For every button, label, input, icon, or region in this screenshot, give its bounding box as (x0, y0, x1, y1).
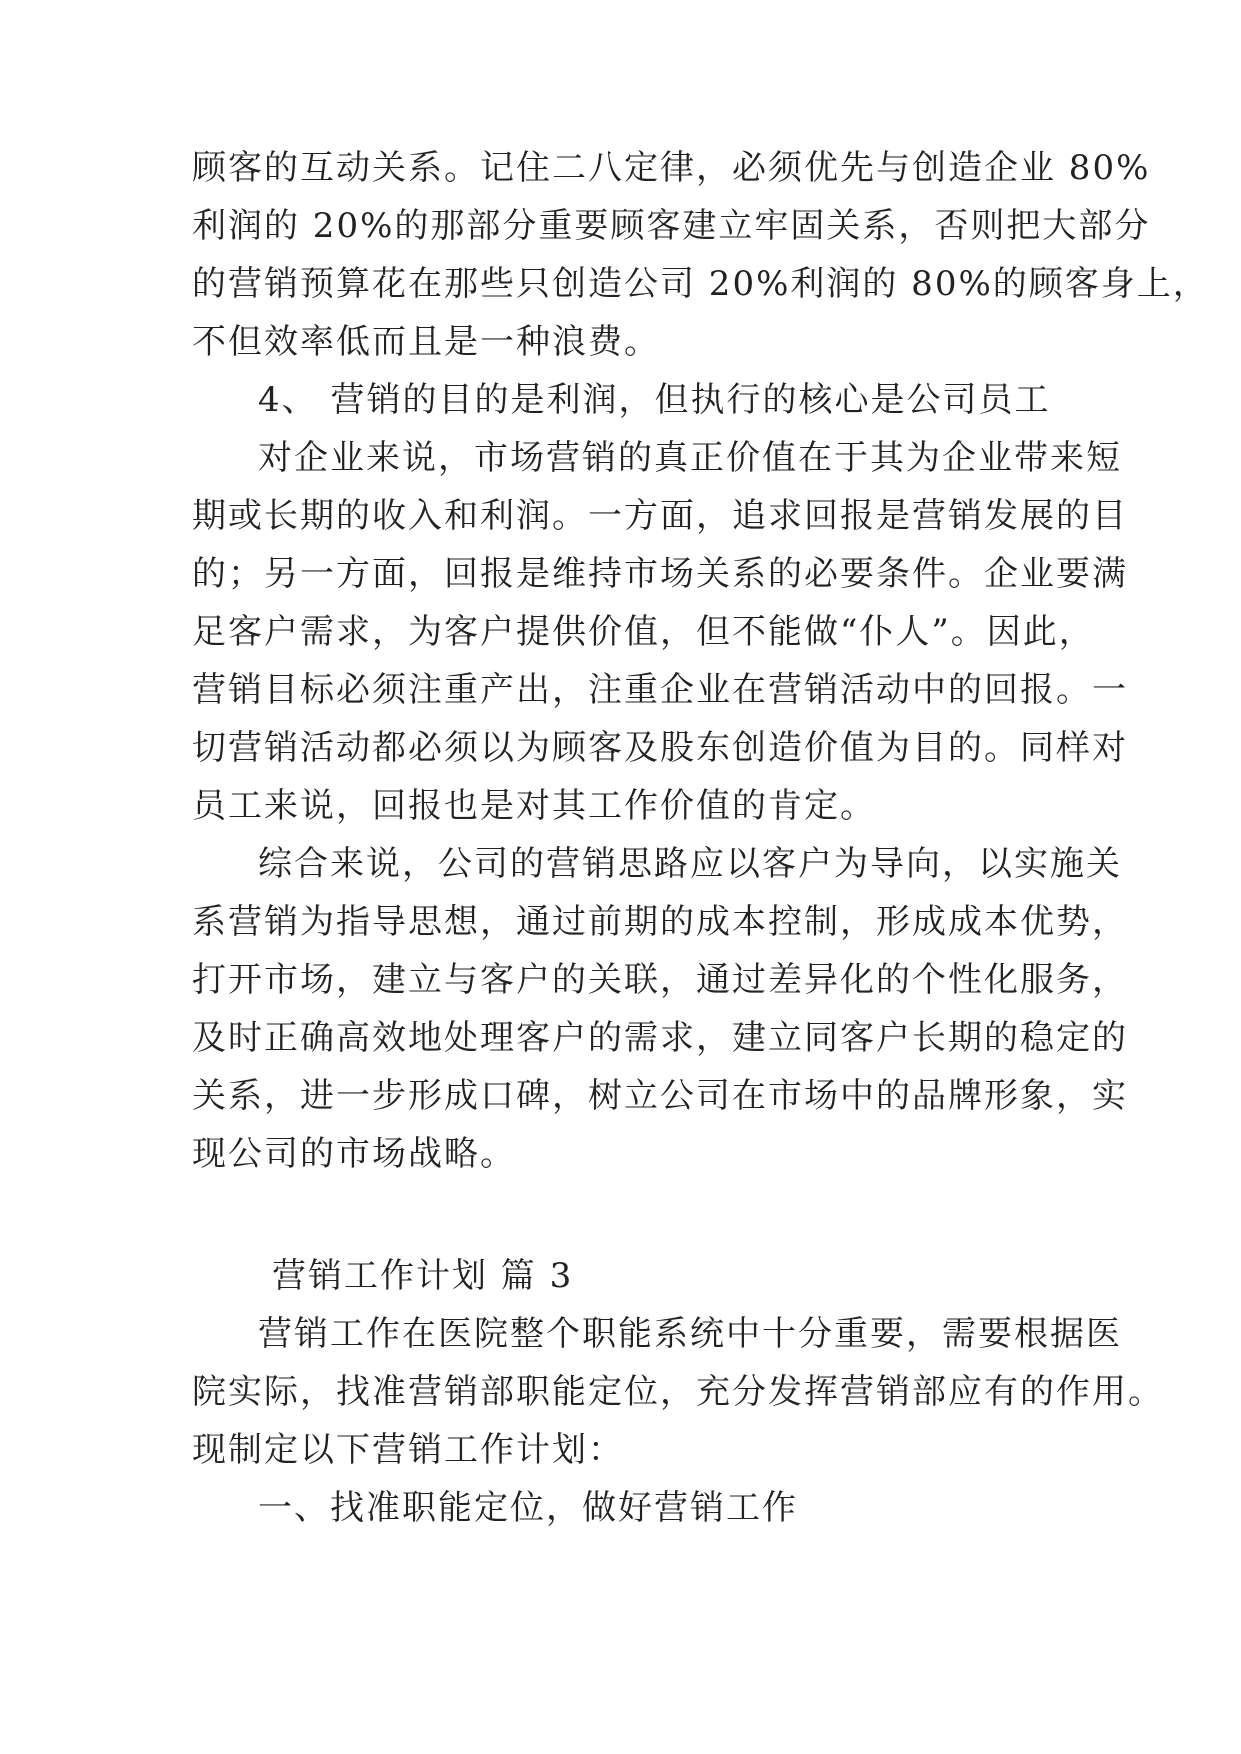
text-line: 关系，进一步形成口碑，树立公司在市场中的品牌形象，实 (192, 1076, 1128, 1116)
text-line: 利润的 20%的那部分重要顾客建立牢固关系，否则把大部分 (192, 206, 1151, 246)
text-line: 的；另一方面，回报是维持市场关系的必要条件。企业要满 (192, 554, 1128, 594)
text-line: 现公司的市场战略。 (192, 1134, 516, 1174)
text-line: 期或长期的收入和利润。一方面，追求回报是营销发展的目 (192, 496, 1128, 536)
text-line: 不但效率低而且是一种浪费。 (192, 322, 660, 362)
text-line: 现制定以下营销工作计划： (192, 1430, 624, 1470)
text-line: 综合来说，公司的营销思路应以客户为导向，以实施关 (258, 844, 1122, 884)
text-line: 顾客的互动关系。记住二八定律，必须优先与创造企业 80% (192, 148, 1151, 188)
text-line: 对企业来说，市场营销的真正价值在于其为企业带来短 (258, 438, 1122, 478)
text-line: 营销目标必须注重产出，注重企业在营销活动中的回报。一 (192, 670, 1128, 710)
text-line: 院实际，找准营销部职能定位，充分发挥营销部应有的作用。 (192, 1372, 1164, 1412)
text-line: 打开市场，建立与客户的关联，通过差异化的个性化服务， (192, 960, 1128, 1000)
section-heading: 4、 营销的目的是利润，但执行的核心是公司员工 (258, 380, 1051, 420)
text-line: 系营销为指导思想，通过前期的成本控制，形成成本优势， (192, 902, 1128, 942)
text-line: 的营销预算花在那些只创造公司 20%利润的 80%的顾客身上， (192, 264, 1209, 304)
text-line: 员工来说，回报也是对其工作价值的肯定。 (192, 786, 876, 826)
text-line: 营销工作在医院整个职能系统中十分重要，需要根据医 (258, 1314, 1122, 1354)
section-title: 营销工作计划 篇 3 (272, 1256, 574, 1296)
section-heading: 一、找准职能定位，做好营销工作 (258, 1488, 798, 1528)
text-line: 足客户需求，为客户提供价值，但不能做“仆人”。因此， (192, 612, 1095, 652)
text-line: 切营销活动都必须以为顾客及股东创造价值为目的。同样对 (192, 728, 1128, 768)
text-line: 及时正确高效地处理客户的需求，建立同客户长期的稳定的 (192, 1018, 1128, 1058)
